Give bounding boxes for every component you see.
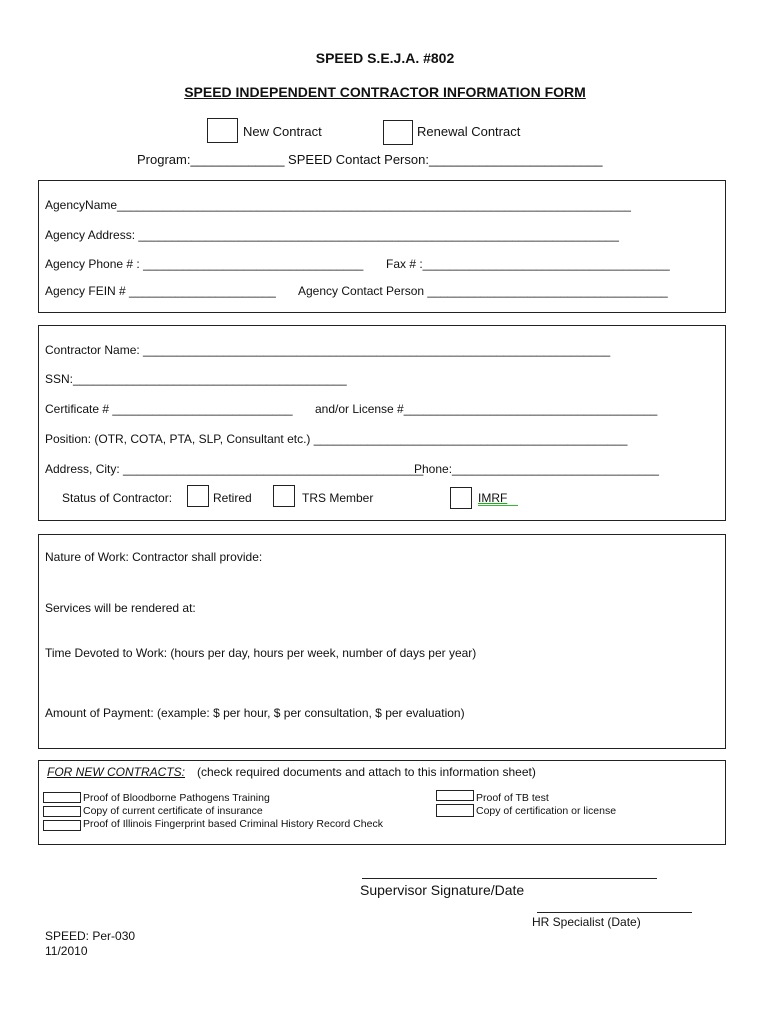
services-location-label[interactable]: Services will be rendered at: (45, 601, 196, 615)
insurance-label: Copy of current certificate of insurance (83, 805, 263, 817)
hr-specialist-label: HR Specialist (Date) (532, 915, 641, 929)
new-contract-label: New Contract (243, 124, 322, 139)
new-contracts-heading: FOR NEW CONTRACTS: (47, 765, 185, 779)
new-contract-checkbox[interactable] (207, 118, 238, 143)
retired-label: Retired (213, 491, 252, 505)
agency-name-field[interactable]: AgencyName_____________________________________________________________________________ (45, 198, 631, 212)
agency-fax-field[interactable]: Fax # :_____________________________________ (386, 257, 670, 271)
agency-phone-field[interactable]: Agency Phone # : _________________________________ (45, 257, 364, 271)
ssn-field[interactable]: SSN:_________________________________________ (45, 372, 347, 386)
bloodborne-checkbox[interactable] (43, 792, 81, 803)
fingerprint-checkbox[interactable] (43, 820, 81, 831)
certification-copy-label: Copy of certification or license (476, 805, 617, 817)
contractor-address-field[interactable]: Address, City: _____________________________________________ (45, 462, 424, 476)
retired-checkbox[interactable] (187, 485, 209, 507)
position-field[interactable]: Position: (OTR, COTA, PTA, SLP, Consultant etc.) _______________________________________________ (45, 432, 628, 446)
insurance-checkbox[interactable] (43, 806, 81, 817)
status-of-contractor-label: Status of Contractor: (62, 491, 173, 505)
amount-of-payment-label[interactable]: Amount of Payment: (example: $ per hour, $ per consultation, $ per evaluation) (45, 706, 465, 720)
nature-of-work-label[interactable]: Nature of Work: Contractor shall provide: (45, 550, 263, 564)
agency-address-field[interactable]: Agency Address: ________________________________________________________________________ (45, 228, 619, 242)
agency-contact-field[interactable]: Agency Contact Person ____________________________________ (298, 284, 668, 298)
certification-copy-checkbox[interactable] (436, 804, 474, 817)
renewal-contract-checkbox[interactable] (383, 120, 413, 145)
trs-member-label: TRS Member (302, 491, 374, 505)
form-number-title: SPEED S.E.J.A. #802 (315, 50, 455, 66)
form-title: SPEED INDEPENDENT CONTRACTOR INFORMATION FORM (184, 84, 586, 100)
imrf-checkbox[interactable] (450, 487, 472, 509)
tb-test-label: Proof of TB test (476, 792, 549, 804)
contractor-phone-field[interactable]: Phone:_______________________________ (414, 462, 659, 476)
time-devoted-label[interactable]: Time Devoted to Work: (hours per day, hours per week, number of days per year) (45, 646, 477, 660)
renewal-contract-label: Renewal Contract (417, 124, 521, 139)
imrf-label: IMRF (478, 491, 508, 505)
imrf-underline (478, 505, 518, 506)
program-contact-line[interactable]: Program:_____________ SPEED Contact Person:________________________ (137, 152, 603, 167)
fingerprint-label: Proof of Illinois Fingerprint based Criminal History Record Check (83, 818, 383, 830)
tb-test-checkbox[interactable] (436, 790, 474, 801)
new-contracts-instruction: (check required documents and attach to this information sheet) (197, 765, 536, 779)
certificate-field[interactable]: Certificate # ___________________________ (45, 402, 293, 416)
bloodborne-label: Proof of Bloodborne Pathogens Training (83, 792, 270, 804)
contractor-name-field[interactable]: Contractor Name: ______________________________________________________________________ (45, 343, 611, 357)
trs-member-checkbox[interactable] (273, 485, 295, 507)
agency-fein-field[interactable]: Agency FEIN # ______________________ (45, 284, 276, 298)
form-date: 11/2010 (45, 944, 88, 958)
supervisor-signature-line[interactable] (362, 878, 657, 879)
hr-specialist-line[interactable] (537, 912, 692, 913)
supervisor-signature-label: Supervisor Signature/Date (360, 882, 525, 898)
form-id: SPEED: Per-030 (45, 929, 136, 943)
license-field[interactable]: and/or License #______________________________________ (315, 402, 658, 416)
